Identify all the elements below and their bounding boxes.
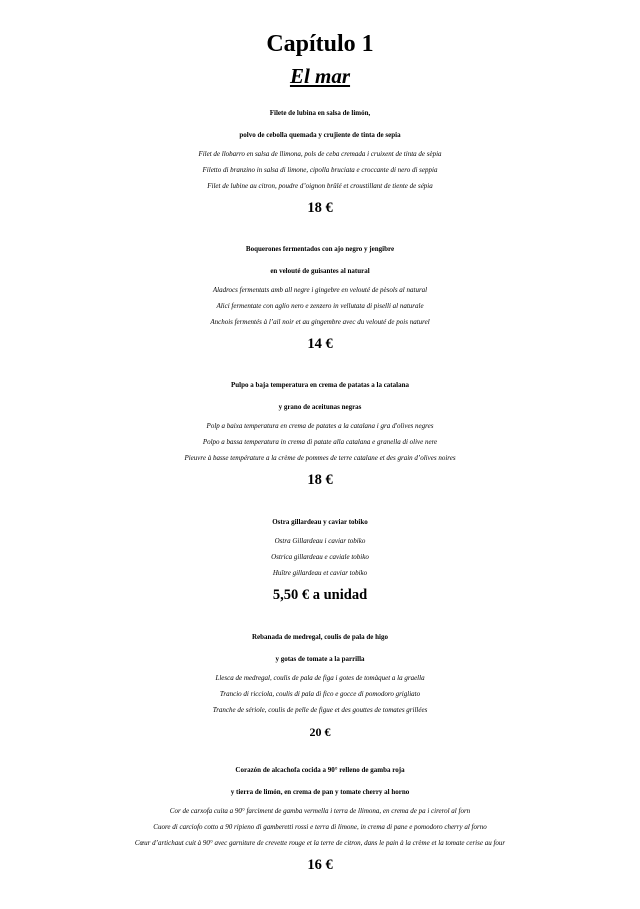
dish-title-line: y gotas de tomate a la parrilla [275,655,365,663]
dish-octopus [0,374,640,492]
dish-title-line: polvo de cebolla quemada y crujiente de tinta de sepia [239,131,401,139]
dish-translation-french: Anchois fermentés à l’ail noir et au gingembre avec du velouté de pois naturel [210,318,430,326]
dish-title-line: Boquerones fermentados con ajo negro y jengibre [245,245,395,253]
dish-translation-french: Filet de lubine au citron, poudre d’oignon brûlé et croustillant de tiente de sépia [207,182,433,190]
dish-title-line: y grano de aceitunas negras [278,403,362,411]
dish-translation-french: Pieuvre à basse température a la crème de pommes de terre catalane et des grain d’olives noires [184,454,456,462]
dish-title-line: y tierra de limón, en crema de pan y tomate cherry al horno [230,788,410,796]
dish-translation-catalan: Polp a baixa temperatura en crema de patates a la catalana i gra d'olives negres [206,422,434,430]
dish-translation-italian: Ostrica gillardeau e caviale tobiko [271,553,369,561]
dish-title-line: Rebanada de medregal, coulis de pala de higo [252,633,388,641]
dish-anchovies [0,238,640,356]
dish-translation-catalan: Ostra Gillardeau i caviar tobiko [274,537,366,545]
dish-translation-italian: Trancio di ricciola, coulis di pala di fico e gocce di pomodoro grigliato [219,690,421,698]
dish-translation-catalan: Filet de llobarro en salsa de llimona, pols de ceba cremada i cruixent de tinta de sèpia [198,150,442,158]
dish-translation-italian: Filetto di branzino in salsa di limone, cipolla bruciata e croccante di nero di seppia [202,166,438,174]
dish-price: 18 € [307,472,333,488]
dish-oyster [0,511,640,607]
dish-artichoke [0,759,640,877]
chapter-title: Capítulo 1 [266,31,374,57]
dish-title-line: Filete de lubina en salsa de limón, [269,109,371,117]
dish-title-line: Corazón de alcachofa cocida a 90° relleno de gamba roja [235,766,405,774]
dish-translation-italian: Alici fermentate con aglio nero e zenzero in vellutata di piselli al naturale [216,302,424,310]
dish-translation-french: Cœur d’artichaut cuit à 90° avec garniture de crevette rouge et la terre de citron, dans le pain à la crème et la tomate cerise au four [134,839,506,847]
dish-title-line: Pulpo a baja temperatura en crema de patatas a la catalana [231,381,409,389]
dish-amberjack [0,626,640,744]
dish-title-line: Ostra gillardeau y caviar tobiko [272,518,368,526]
dish-translation-catalan: Llesca de medregal, coulis de pala de figa i gotes de tomàquet a la graella [215,674,425,682]
dish-price: 16 € [307,857,333,873]
dish-translation-catalan: Cor de carxofa cuita a 90° farciment de gamba vermella i terra de llimona, en crema de pa i cirerol al forn [169,807,471,815]
dish-sea-bass [0,102,640,220]
chapter-subtitle: El mar [289,64,351,88]
dish-price: 14 € [307,336,333,352]
dish-translation-italian: Cuore di carciofo cotto a 90 ripieno di gamberetti rossi e terra di limone, in crema di pane e pomodoro cherry al forno [153,823,487,831]
dish-translation-french: Huître gillardeau et caviar tobiko [272,569,368,577]
dish-translation-italian: Polpo a bassa temperatura in crema di patate alla catalana e granella di olive nere [202,438,438,446]
dish-title-line: en velouté de guisantes al natural [270,267,370,275]
dish-price: 18 € [307,200,333,216]
dish-translation-catalan: Aladrocs fermentats amb all negre i gingebre en velouté de pèsols al natural [212,286,428,294]
dish-price: 20 € [309,725,331,739]
dish-translation-french: Tranche de sériole, coulis de pelle de figue et des gouttes de tomates grillées [212,706,428,714]
dish-price: 5,50 € a unidad [272,587,368,603]
